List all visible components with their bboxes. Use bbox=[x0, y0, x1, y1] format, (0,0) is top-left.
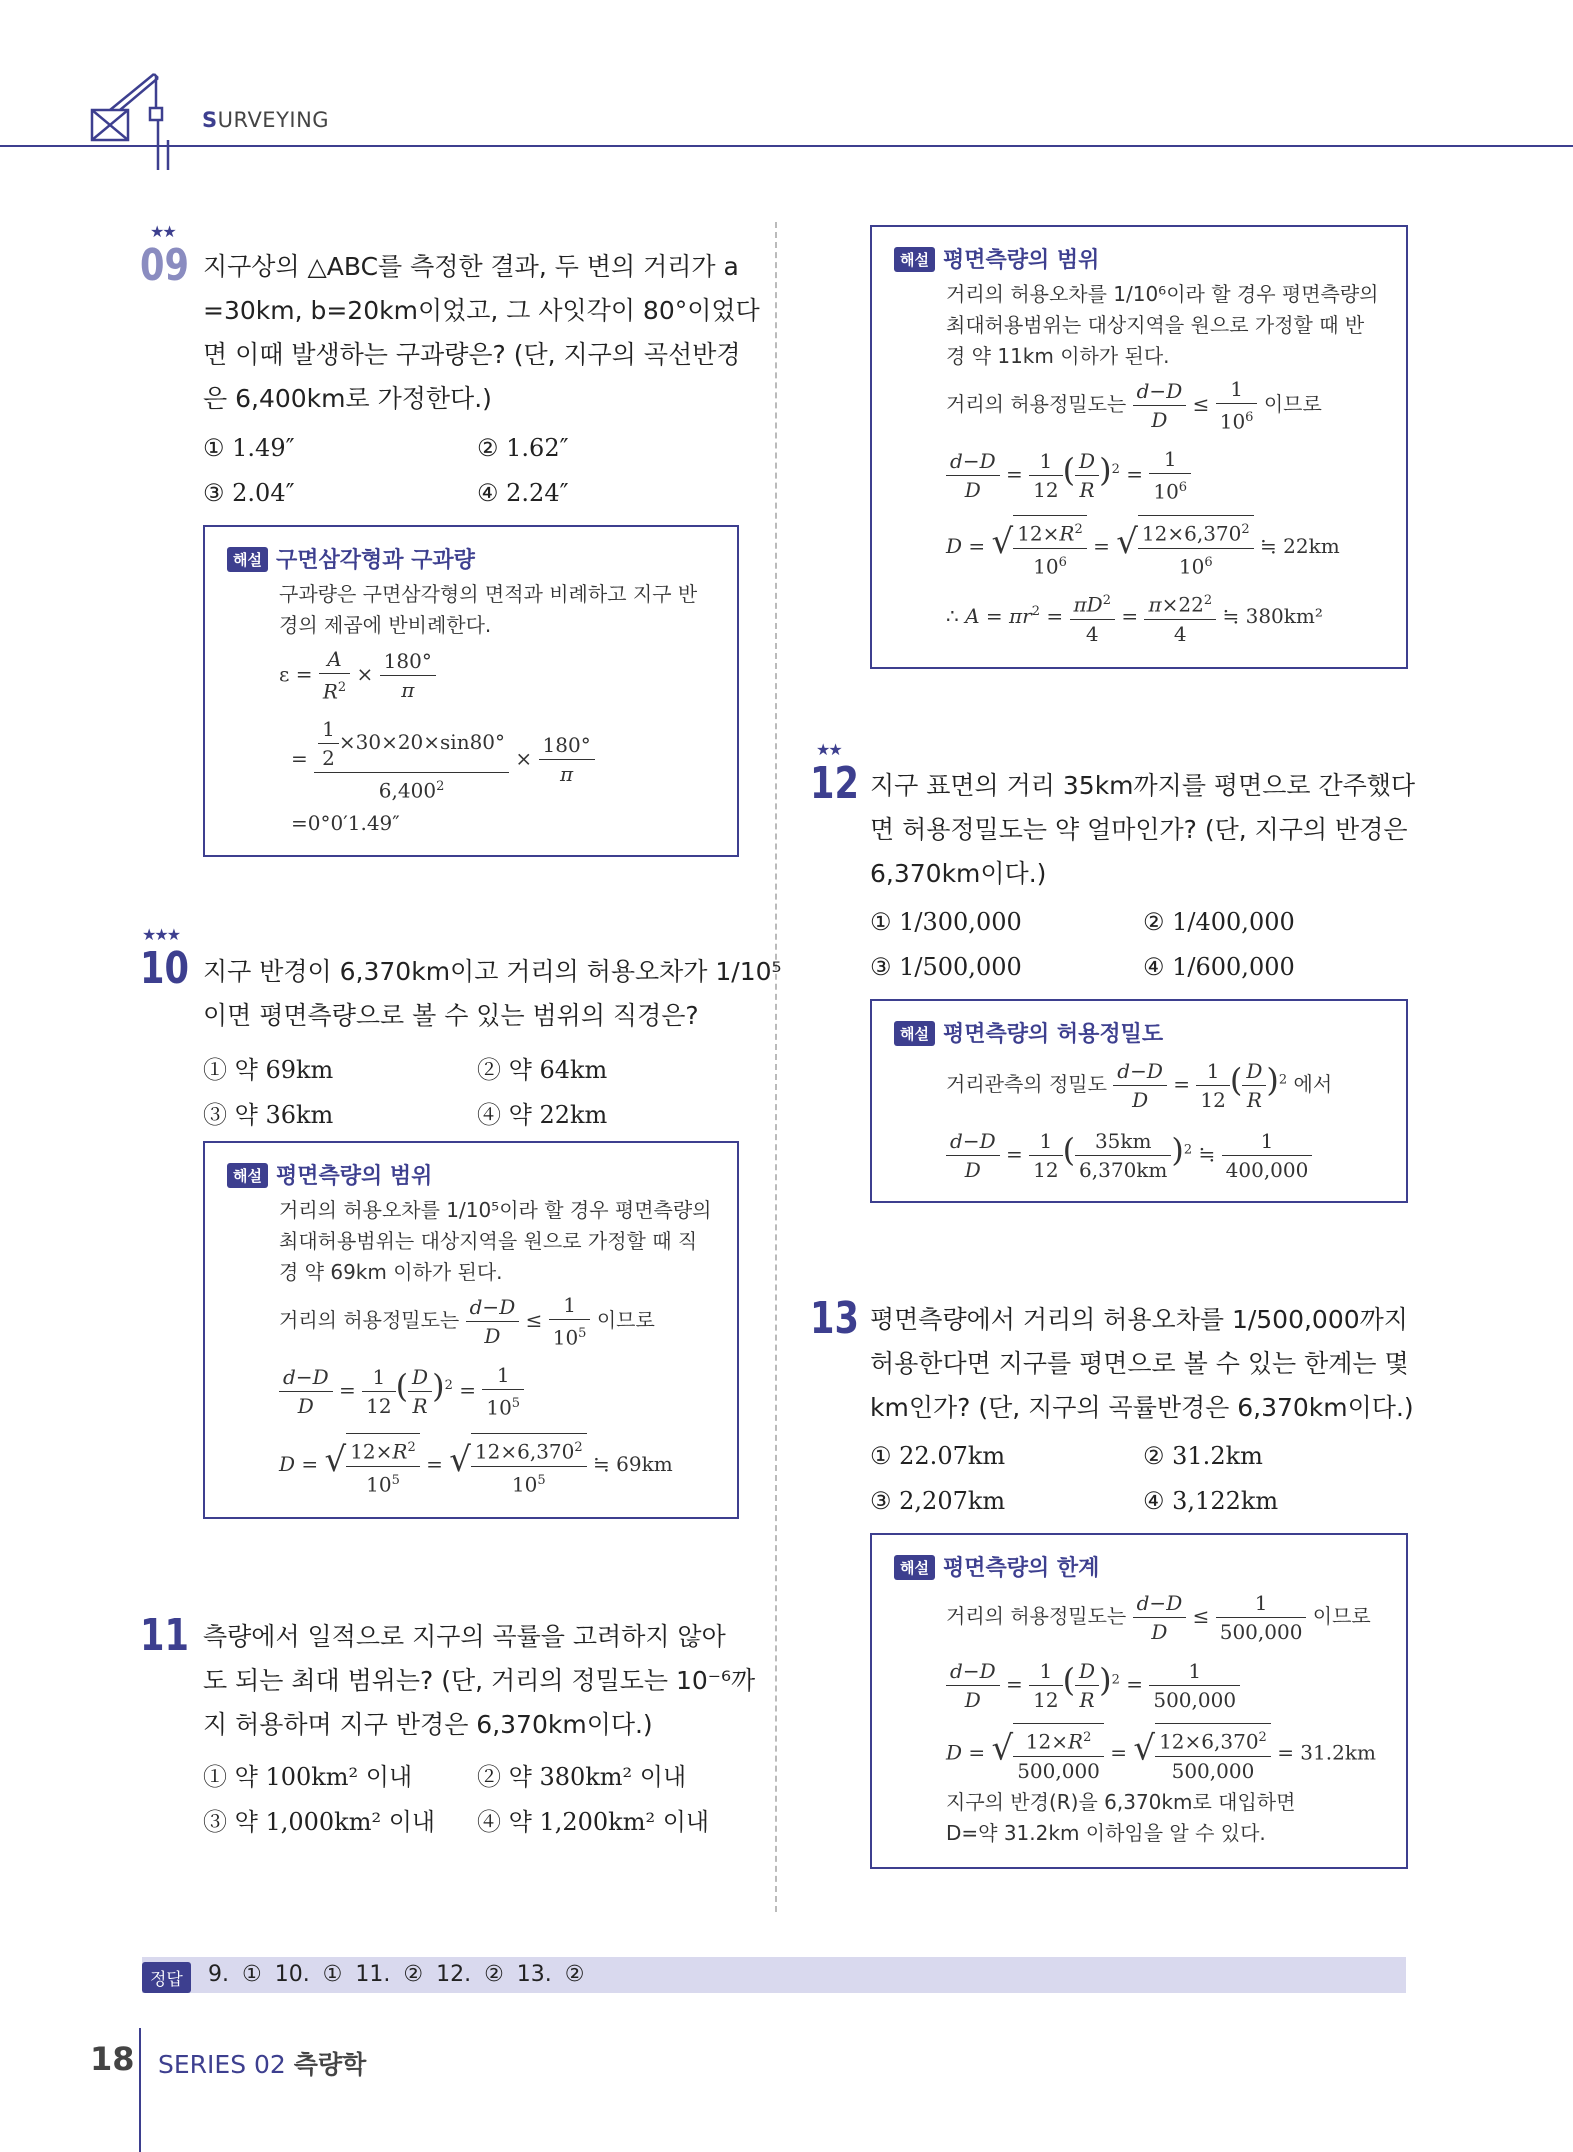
option-4[interactable]: ④ 2.24″ bbox=[477, 479, 569, 507]
solution-equation: $\frac{d-D}{D}$ = $\frac{1}{12}$ ( $\frac{35km}{6,370km}$ )$^2$ ≒ $\frac{1}{400,000}$ bbox=[946, 1127, 1312, 1184]
solution-equation: = $\frac{1}{2}$ ×30×20×sin80° 6,400$^2$ × $\frac{180^\circ}{\pi}$ bbox=[291, 715, 595, 805]
option-4[interactable]: ④ 3,122km bbox=[1143, 1487, 1279, 1515]
question-text: 지구 표면의 거리 35km까지를 평면으로 간주했다 면 허용정밀도는 약 얼마인가? (단, 지구의 반경은 6,370km이다.) bbox=[870, 771, 1416, 888]
option-1[interactable]: ① 약 100km² 이내 bbox=[203, 1763, 413, 1791]
solution-box bbox=[203, 525, 739, 857]
difficulty-stars: ★★★ bbox=[142, 925, 180, 944]
option-1[interactable]: ① 22.07km bbox=[870, 1442, 1006, 1470]
option-2[interactable]: ② 약 64km bbox=[477, 1056, 608, 1084]
solution-box bbox=[870, 225, 1408, 669]
solution-equation: 거리의 허용정밀도는 $\frac{d-D}{D}$ ≤ $\frac{1}{10^5}$ 이므로 bbox=[279, 1293, 655, 1350]
solution-text: 거리의 허용오차를 1/10⁵이라 할 경우 평면측량의 최대허용범위는 대상지역을 원으로 가정할 때 직 경 약 69km 이하가 된다. bbox=[279, 1198, 712, 1284]
solution-text: 구과량은 구면삼각형의 면적과 비례하고 지구 반 경의 제곱에 반비례한다. bbox=[279, 582, 698, 637]
solution-equation: D = √ $\frac{12\times R^2}{500,000}$ = √ $\frac{12\times 6,370^2}{500,000}$ = 31.2km bbox=[946, 1723, 1376, 1785]
solution-box bbox=[870, 999, 1408, 1203]
question-text: 지구 반경이 6,370km이고 거리의 허용오차가 1/10⁵ 이면 평면측량으로 볼 수 있는 범위의 직경은? bbox=[203, 957, 782, 1030]
question-number: 09 bbox=[140, 240, 189, 291]
solution-equation: 거리의 허용정밀도는 $\frac{d-D}{D}$ ≤ $\frac{1}{500,000}$ 이므로 bbox=[946, 1591, 1371, 1644]
answer-list: 9. ① 10. ① 11. ② 12. ② 13. ② bbox=[208, 1962, 585, 1987]
solution-title: 해설 평면측량의 한계 bbox=[894, 1551, 1099, 1582]
option-2[interactable]: ② 1/400,000 bbox=[1143, 908, 1295, 936]
solution-equation: ε = $\frac{A}{R^2}$ × $\frac{180^\circ}{\pi}$ bbox=[279, 645, 436, 706]
option-2[interactable]: ② 31.2km bbox=[1143, 1442, 1263, 1470]
solution-equation: 거리의 허용정밀도는 $\frac{d-D}{D}$ ≤ $\frac{1}{10^6}$ 이므로 bbox=[946, 377, 1322, 434]
solution-equation: $\frac{d-D}{D}$ = $\frac{1}{12}$ ( $\frac{D}{R}$ )$^2$ = $\frac{1}{500,000}$ bbox=[946, 1657, 1240, 1714]
question-text: 지구상의 △ABC를 측정한 결과, 두 변의 거리가 a =30km, b=20km이었고, 그 사잇각이 80°이었다 면 이때 발생하는 구과량은? (단, 지구의 곡선반경 은 6,400km로 가정한다.) bbox=[203, 252, 760, 413]
solution-title: 해설 평면측량의 범위 bbox=[227, 1159, 432, 1190]
series-label: SERIES 02 측량학 bbox=[158, 2050, 367, 2079]
question-text: 측량에서 일적으로 지구의 곡률을 고려하지 않아 도 되는 최대 범위는? (단, 거리의 정밀도는 10⁻⁶까 지 허용하며 지구 반경은 6,370km이다.) bbox=[203, 1622, 756, 1739]
solution-equation: 거리관측의 정밀도 $\frac{d-D}{D}$ = $\frac{1}{12}$ ( $\frac{D}{R}$ )$^2$ 에서 bbox=[946, 1059, 1333, 1112]
difficulty-stars: ★★ bbox=[150, 222, 175, 241]
crane-logo-icon bbox=[86, 70, 186, 175]
option-2[interactable]: ② 1.62″ bbox=[477, 434, 569, 462]
option-3[interactable]: ③ 2.04″ bbox=[203, 479, 295, 507]
answer-tag: 정답 bbox=[142, 1962, 191, 1993]
solution-text: 지구의 반경(R)을 6,370km로 대입하면 D=약 31.2km 이하임을 알 수 있다. bbox=[946, 1790, 1296, 1845]
page-number: 18 bbox=[90, 2040, 135, 2078]
question-number: 10 bbox=[140, 943, 189, 994]
solution-title: 해설 구면삼각형과 구과량 bbox=[227, 543, 475, 574]
option-1[interactable]: ① 1/300,000 bbox=[870, 908, 1022, 936]
solution-title: 해설 평면측량의 범위 bbox=[894, 243, 1099, 274]
question-text: 평면측량에서 거리의 허용오차를 1/500,000까지 허용한다면 지구를 평면으로 볼 수 있는 한계는 몇 km인가? (단, 지구의 곡률반경은 6,370km이다.) bbox=[870, 1305, 1414, 1422]
option-3[interactable]: ③ 약 1,000km² 이내 bbox=[203, 1808, 436, 1836]
solution-result: =0°0′1.49″ bbox=[291, 811, 400, 835]
solution-equation: $\frac{d-D}{D}$ = $\frac{1}{12}$ ( $\frac{D}{R}$ )$^2$ = $\frac{1}{10^5}$ bbox=[279, 1361, 524, 1422]
solution-text: 거리의 허용오차를 1/10⁶이라 할 경우 평면측량의 최대허용범위는 대상지역을 원으로 가정할 때 반 경 약 11km 이하가 된다. bbox=[946, 282, 1379, 368]
option-1[interactable]: ① 1.49″ bbox=[203, 434, 295, 462]
column-divider bbox=[775, 222, 777, 1912]
option-1[interactable]: ① 약 69km bbox=[203, 1056, 334, 1084]
option-3[interactable]: ③ 2,207km bbox=[870, 1487, 1006, 1515]
solution-equation: D = √ $\frac{12\times R^2}{10^6}$ = √ $\frac{12\times 6,370^2}{10^6}$ ≒ 22km bbox=[946, 515, 1340, 580]
solution-box bbox=[870, 1533, 1408, 1869]
option-4[interactable]: ④ 약 22km bbox=[477, 1101, 608, 1129]
solution-equation: $\frac{d-D}{D}$ = $\frac{1}{12}$ ( $\frac{D}{R}$ )$^2$ = $\frac{1}{10^6}$ bbox=[946, 445, 1191, 506]
footer-rule bbox=[139, 2028, 141, 2152]
solution-equation: ∴ $A = \pi r^2$ = $\frac{\pi D^2}{4}$ = $\frac{\pi\times 22^2}{4}$ ≒ 380km² bbox=[946, 587, 1323, 648]
question-number: 11 bbox=[140, 1610, 189, 1661]
option-4[interactable]: ④ 약 1,200km² 이내 bbox=[477, 1808, 710, 1836]
solution-box bbox=[203, 1141, 739, 1519]
question-number: 13 bbox=[810, 1293, 859, 1344]
option-4[interactable]: ④ 1/600,000 bbox=[1143, 953, 1295, 981]
solution-title: 해설 평면측량의 허용정밀도 bbox=[894, 1017, 1163, 1048]
header-rule bbox=[0, 145, 1573, 147]
option-3[interactable]: ③ 1/500,000 bbox=[870, 953, 1022, 981]
solution-equation: D = √ $\frac{12\times R^2}{10^5}$ = √ $\frac{12\times 6,370^2}{10^5}$ ≒ 69km bbox=[279, 1433, 673, 1498]
difficulty-stars: ★★ bbox=[816, 740, 841, 759]
brand-label: SURVEYING bbox=[202, 108, 330, 132]
option-2[interactable]: ② 약 380km² 이내 bbox=[477, 1763, 687, 1791]
option-3[interactable]: ③ 약 36km bbox=[203, 1101, 334, 1129]
question-number: 12 bbox=[810, 758, 859, 809]
